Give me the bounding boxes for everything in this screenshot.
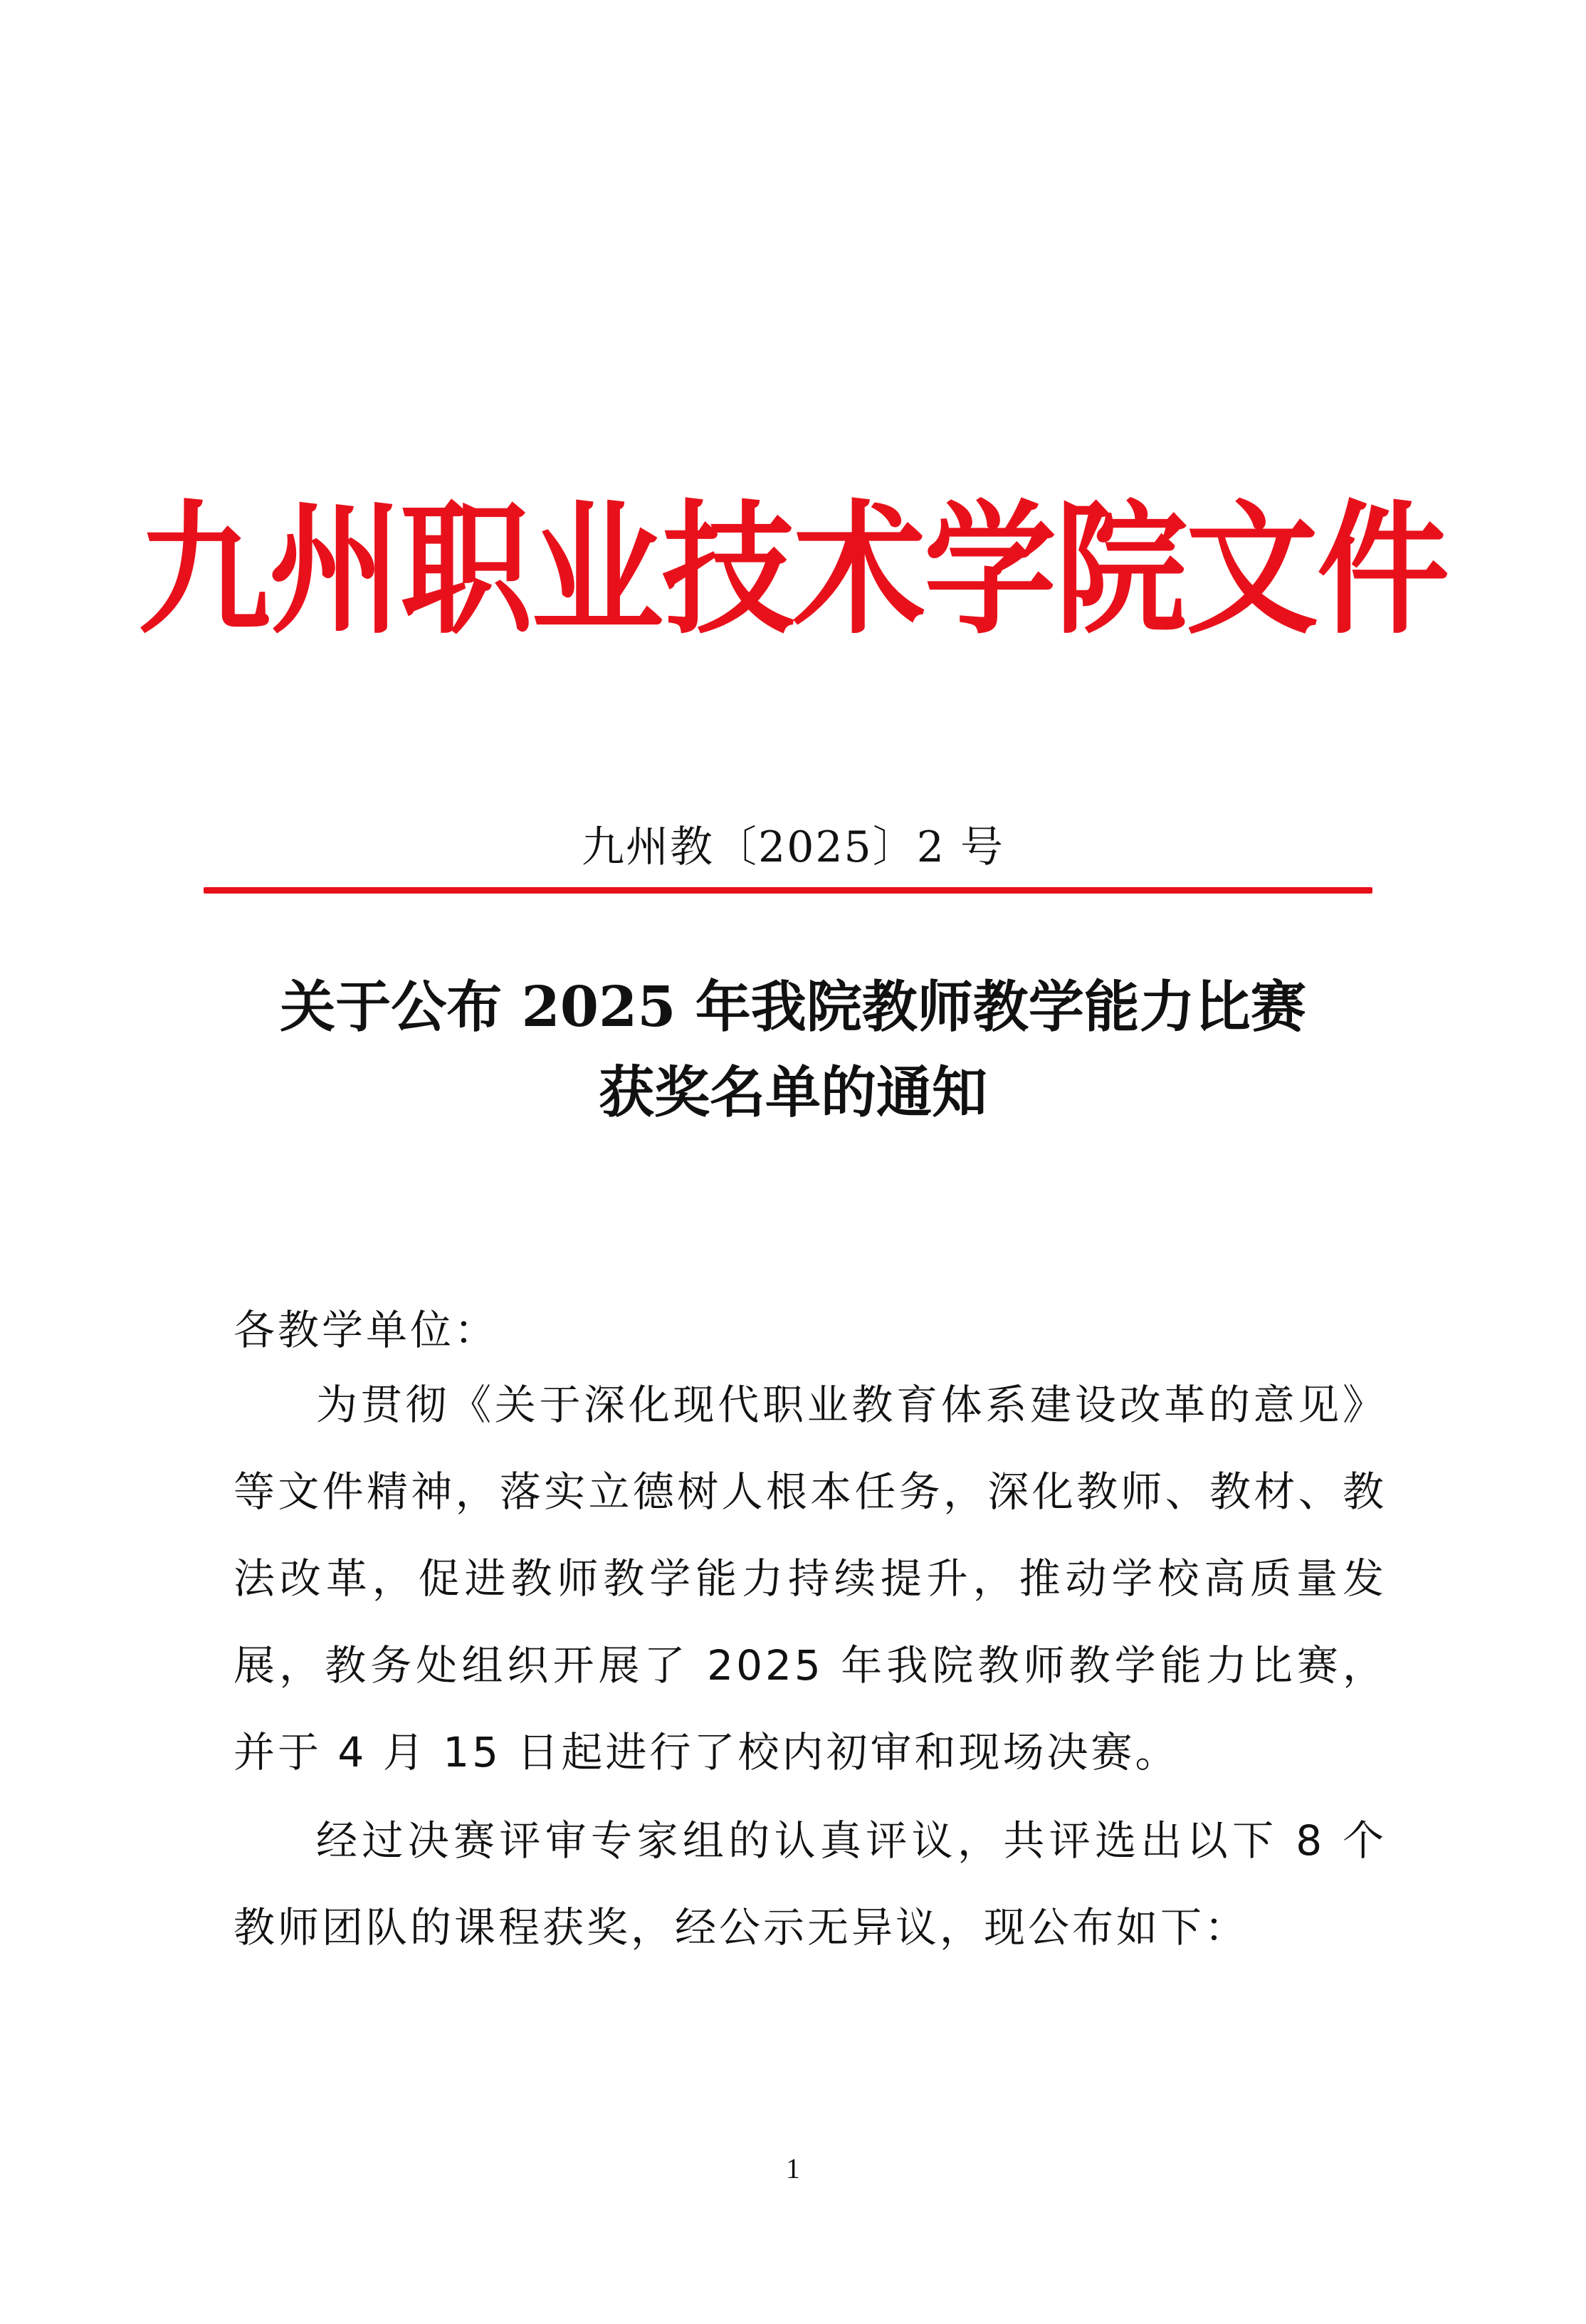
- addressee: 各教学单位：: [233, 1306, 499, 1354]
- page-number: 1: [786, 2152, 800, 2184]
- body-paragraph-2: 经过决赛评审专家组的认真评议，共评选出以下 8 个教师团队的课程获奖，经公示无异议，现公布如下：: [233, 1816, 1387, 1952]
- document-title: [0, 965, 1586, 1136]
- title-line-1: 关于公布 2025 年我院教师教学能力比赛: [280, 975, 1306, 1040]
- document-number: 九州教〔2025〕2 号: [582, 822, 1004, 872]
- red-divider-line: [204, 887, 1372, 894]
- title-line-2: 获奖名单的通知: [598, 1060, 987, 1125]
- organization-header: 九州职业技术学院文件: [137, 485, 1448, 654]
- body-paragraph-1: 为贯彻《关于深化现代职业教育体系建设改革的意见》等文件精神，落实立德树人根本任务，深化教师、教材、教法改革，促进教师教学能力持续提升，推动学校高质量发展，教务处组织开展了 2025 年我院教师教学能力比赛，并于 4 月 15 日起进行了校内初审和现场决赛。: [233, 1381, 1387, 1776]
